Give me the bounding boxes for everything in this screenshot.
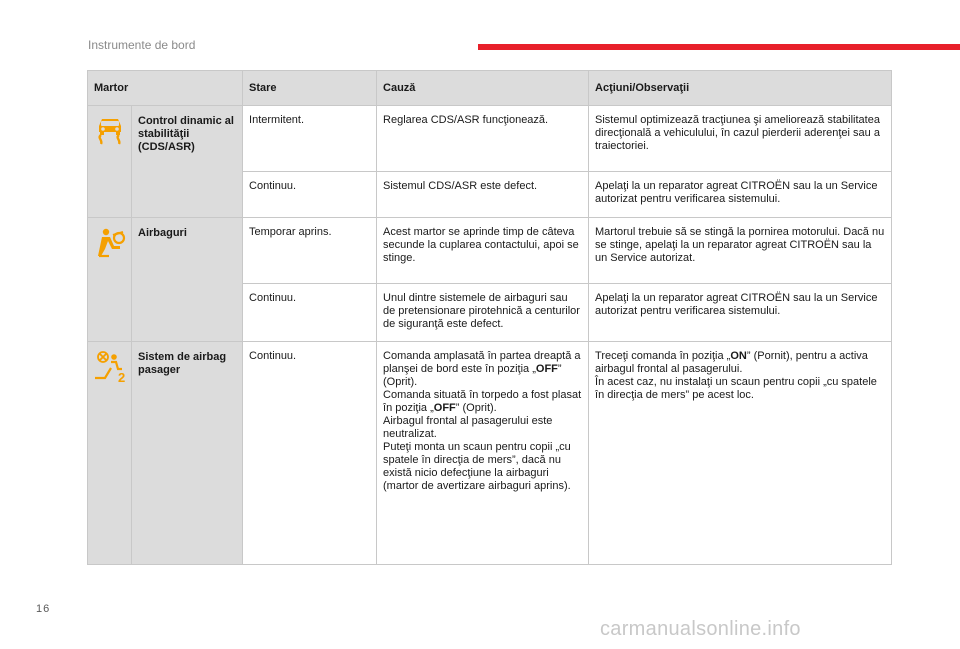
table-row xyxy=(88,106,892,172)
cause-cell xyxy=(377,342,589,565)
table-header-row xyxy=(88,71,892,106)
passenger-airbag-off-icon xyxy=(92,350,128,384)
warning-name: Airbaguri xyxy=(132,218,243,342)
watermark: carmanualsonline.info xyxy=(600,618,801,640)
action-cell: Apelaţi la un reparator agreat CITROËN sau la un Service autorizat pentru verificarea sistemului. xyxy=(589,284,892,342)
warning-icon-cell xyxy=(88,218,132,342)
cause-line: Airbagul frontal al pasagerului este neutralizat. xyxy=(383,415,553,440)
table-row xyxy=(88,342,892,565)
airbag-icon xyxy=(93,226,127,260)
car-skid-icon xyxy=(93,114,127,148)
cause-line: Puteţi monta un scaun pentru copii „cu spatele în direcţia de mers”, dacă nu există nicio defecţiune la airbaguri (martor de avertizare airbaguri aprins). xyxy=(383,441,571,492)
table-row xyxy=(88,218,892,284)
state-cell: Continuu. xyxy=(243,172,377,218)
state-cell: Intermitent. xyxy=(243,106,377,172)
cause-cell: Sistemul CDS/ASR este defect. xyxy=(377,172,589,218)
cause-line: Comanda situată în torpedo a fost plasat în poziţia „OFF” (Oprit). xyxy=(383,389,582,414)
action-cell: Martorul trebuie să se stingă la pornirea motorului. Dacă nu se stinge, apelaţi la un reparator agreat CITROËN sau la un Service autorizat. xyxy=(589,218,892,284)
column-header-actiuni: Acţiuni/Observaţii xyxy=(589,71,892,106)
cause-cell: Acest martor se aprinde timp de câteva secunde la cuplarea contactului, apoi se stinge. xyxy=(377,218,589,284)
column-header-martor: Martor xyxy=(88,71,243,106)
action-cell: Sistemul optimizează tracţiunea şi ameliorează stabilitatea direcţională a vehiculului, în cazul pierderii aderenţei sau a traiectoriei. xyxy=(589,106,892,172)
column-header-cauza: Cauză xyxy=(377,71,589,106)
state-cell: Temporar aprins. xyxy=(243,218,377,284)
warning-name: Sistem de airbag pasager xyxy=(132,342,243,565)
page-number: 16 xyxy=(36,603,51,615)
warning-name: Control dinamic al stabilităţii (CDS/ASR) xyxy=(132,106,243,218)
warning-icon-cell xyxy=(88,106,132,218)
header-accent-bar xyxy=(478,44,960,50)
action-line: Treceţi comanda în poziţia „ON” (Pornit), pentru a activa airbagul frontal al pasagerului. xyxy=(595,350,868,375)
svg-text:2: 2 xyxy=(118,370,126,384)
warning-lights-table xyxy=(87,70,892,565)
section-title: Instrumente de bord xyxy=(88,38,196,52)
cause-cell: Unul dintre sistemele de airbaguri sau de pretensionare pirotehnică a centurilor de siguranţă este defect. xyxy=(377,284,589,342)
column-header-stare: Stare xyxy=(243,71,377,106)
action-cell: Apelaţi la un reparator agreat CITROËN sau la un Service autorizat pentru verificarea sistemului. xyxy=(589,172,892,218)
state-cell: Continuu. xyxy=(243,284,377,342)
cause-cell: Reglarea CDS/ASR funcţionează. xyxy=(377,106,589,172)
warning-icon-cell xyxy=(88,342,132,565)
action-line: În acest caz, nu instalaţi un scaun pentru copii „cu spatele în direcţia de mers” pe acest loc. xyxy=(595,376,877,401)
action-cell xyxy=(589,342,892,565)
state-cell: Continuu. xyxy=(243,342,377,565)
cause-line: Comanda amplasată în partea dreaptă a planşei de bord este în poziţia „OFF” (Oprit). xyxy=(383,350,581,388)
